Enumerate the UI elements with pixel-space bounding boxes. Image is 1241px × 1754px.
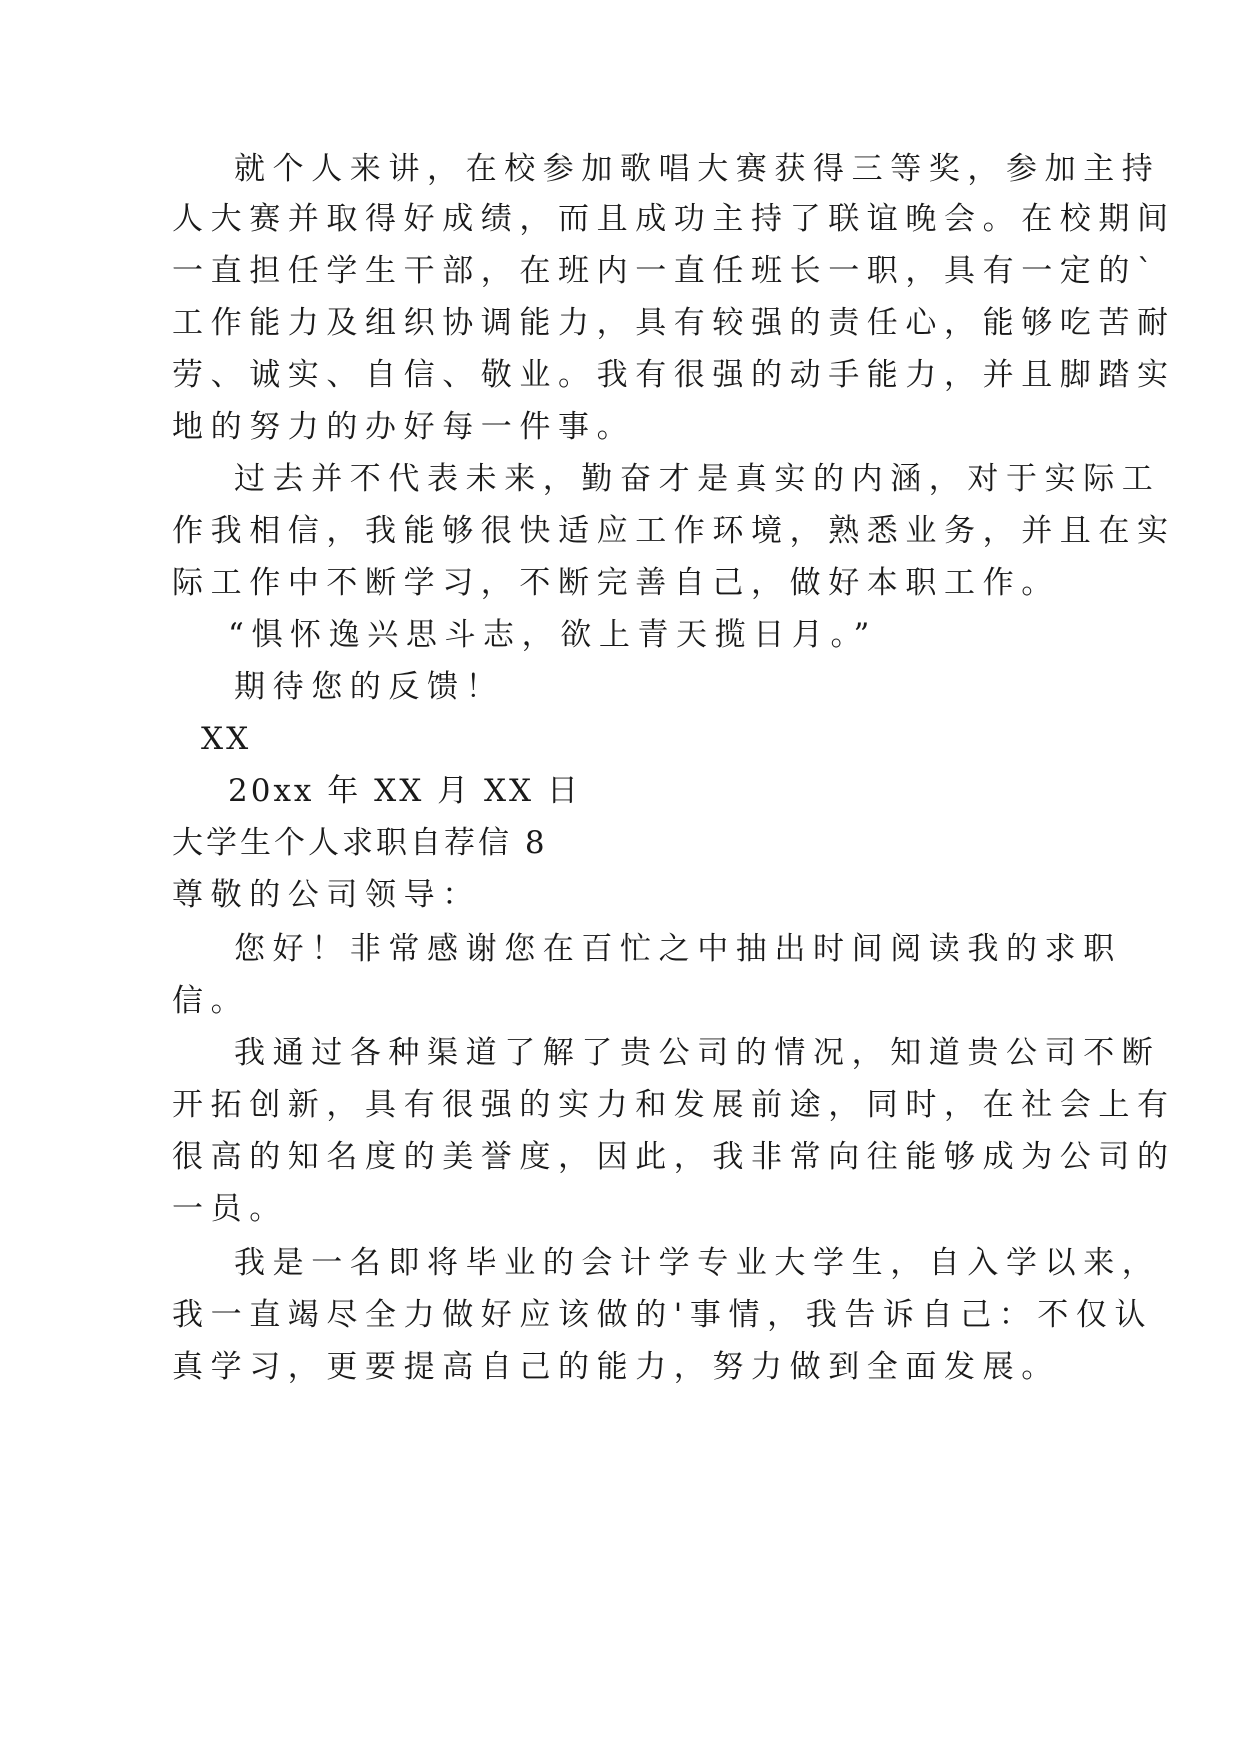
paragraph-2-line-1: 过去并不代表未来，勤奋才是真实的内涵，对于实际工 [234, 461, 1161, 497]
paragraph-4-line-1: 我通过各种渠道了解了贵公司的情况，知道贵公司不断 [234, 1035, 1161, 1071]
paragraph-4-line-4: 一员。 [172, 1191, 288, 1227]
paragraph-1-line-6: 地的努力的办好每一件事。 [172, 409, 636, 445]
paragraph-1-line-1: 就个人来讲，在校参加歌唱大赛获得三等奖，参加主持 [234, 151, 1161, 187]
salutation: 尊敬的公司领导： [172, 877, 481, 913]
paragraph-5-line-3: 真学习，更要提高自己的能力，努力做到全面发展。 [172, 1349, 1060, 1385]
paragraph-2-line-2: 作我相信，我能够很快适应工作环境，熟悉业务，并且在实 [172, 513, 1176, 549]
paragraph-5-line-1: 我是一名即将毕业的会计学专业大学生，自入学以来， [234, 1245, 1161, 1281]
signature-date: 20xx 年 XX 月 XX 日 [228, 773, 581, 809]
paragraph-1-line-4: 工作能力及组织协调能力，具有较强的责任心，能够吃苦耐 [172, 305, 1176, 341]
quote-line: “惧怀逸兴思斗志，欲上青天揽日月。” [228, 617, 877, 653]
paragraph-4-line-3: 很高的知名度的美誉度，因此，我非常向往能够成为公司的 [172, 1139, 1176, 1175]
signature-name: XX [201, 721, 252, 757]
paragraph-2-line-3: 际工作中不断学习，不断完善自己，做好本职工作。 [172, 565, 1060, 601]
paragraph-1-line-2: 人大赛并取得好成绩，而且成功主持了联谊晚会。在校期间 [172, 201, 1176, 237]
paragraph-1-line-3: 一直担任学生干部，在班内一直任班长一职，具有一定的` [172, 253, 1161, 289]
paragraph-3-line-1: 您好！非常感谢您在百忙之中抽出时间阅读我的求职 [234, 931, 1122, 967]
closing-line: 期待您的反馈！ [234, 669, 505, 705]
paragraph-5-line-2: 我一直竭尽全力做好应该做的'事情，我告诉自己：不仅认 [172, 1297, 1154, 1333]
letter-title: 大学生个人求职自荐信 8 [172, 825, 548, 861]
paragraph-3-line-2: 信。 [172, 983, 250, 1019]
paragraph-1-line-5: 劳、诚实、自信、敬业。我有很强的动手能力，并且脚踏实 [172, 357, 1176, 393]
paragraph-4-line-2: 开拓创新，具有很强的实力和发展前途，同时，在社会上有 [172, 1087, 1176, 1123]
